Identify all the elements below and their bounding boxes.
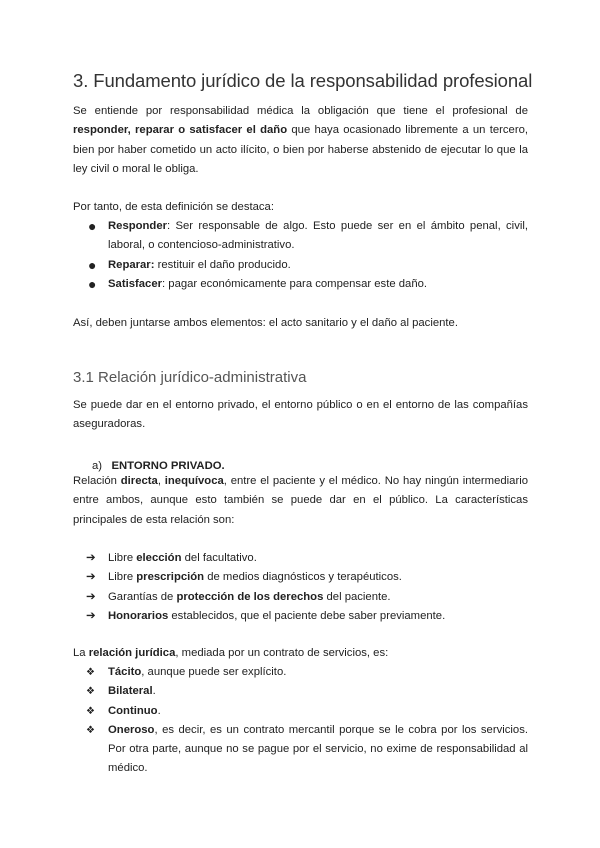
characteristic-bold: elección xyxy=(136,552,182,564)
environment-paragraph: Se puede dar en el entorno privado, el entorno público o en el entorno de las compañías aseguradoras. xyxy=(73,399,528,431)
diamond-icon: ❖ xyxy=(86,686,95,698)
characteristic-item xyxy=(86,588,528,607)
diamond-icon: ❖ xyxy=(86,667,95,678)
definition-lead: Por tanto, de esta definición se destaca: xyxy=(73,201,274,213)
subsection-label: ENTORNO PRIVADO. xyxy=(111,460,225,472)
bullet-icon: ● xyxy=(88,256,97,273)
intro-text-1: Se entiende por responsabilidad médica la obligación que tiene el profesional de xyxy=(73,105,528,117)
arrow-icon: ➔ xyxy=(86,609,96,622)
private-bold-2: inequívoca xyxy=(164,475,224,487)
conclusion-paragraph: Así, deben juntarse ambos elementos: el acto sanitario y el daño al paciente. xyxy=(73,317,458,329)
characteristic-item xyxy=(86,607,528,626)
diamond-icon: ❖ xyxy=(86,705,95,717)
characteristic-item xyxy=(86,568,528,587)
characteristics-list xyxy=(0,549,600,626)
definition-text: : Ser responsable de algo. Esto puede ser en el ámbito penal, civil, laboral, o contencioso-administrativo. xyxy=(108,220,528,252)
bullet-icon: ● xyxy=(88,275,97,292)
characteristic-pre: Libre xyxy=(108,571,137,584)
trait-bold: Tácito xyxy=(108,666,142,678)
arrow-icon: ➔ xyxy=(86,552,96,564)
arrow-icon: ➔ xyxy=(86,590,96,603)
private-bold-1: directa xyxy=(120,475,158,487)
section-heading: 3. Fundamento jurídico de la responsabilidad profesional xyxy=(73,70,533,91)
relation-text-2: , mediada por un contrato de servicios, es: xyxy=(175,647,389,659)
definition-term: Responder xyxy=(108,220,168,232)
contract-trait-item xyxy=(86,702,528,721)
contract-traits-list xyxy=(0,663,600,779)
trait-bold: Bilateral xyxy=(108,685,153,698)
definition-item xyxy=(88,275,528,294)
characteristic-item xyxy=(86,549,528,568)
bullet-icon: ● xyxy=(88,218,97,234)
intro-text-2: que haya ocasionado libremente a un tercero, bien por haber cometido un acto ilícito, o bien por haberse abstenido de ejecutar lo que la ley civil o moral le obliga. xyxy=(73,124,529,175)
trait-bold: Continuo xyxy=(108,704,158,717)
trait-text: , es decir, es un contrato mercantil porque se le cobra por los servicios. Por otra parte, aunque no se pague por el servicio, no exime de responsabilidad al médico. xyxy=(108,723,528,775)
characteristic-post: de medios diagnósticos y terapéuticos. xyxy=(204,571,402,584)
definition-item xyxy=(88,217,528,256)
private-text-2: , xyxy=(157,475,165,487)
relation-paragraph xyxy=(73,644,528,663)
contract-trait-item xyxy=(86,663,528,682)
characteristic-bold: protección de los derechos xyxy=(176,590,324,603)
diamond-icon: ❖ xyxy=(86,724,95,736)
definition-term: Reparar: xyxy=(108,258,155,271)
characteristic-bold: Honorarios xyxy=(108,609,169,622)
trait-text: . xyxy=(152,685,156,698)
definition-text: : pagar económicamente para compensar este daño. xyxy=(162,277,428,290)
relation-text-1: La xyxy=(73,647,89,659)
trait-bold: Oneroso xyxy=(108,723,155,736)
characteristic-pre: Libre xyxy=(108,552,137,564)
characteristic-post: del paciente. xyxy=(323,590,391,603)
definitions-list xyxy=(0,217,600,294)
subsection-heading: 3.1 Relación jurídico-administrativa xyxy=(73,369,307,386)
intro-paragraph xyxy=(73,102,528,179)
contract-trait-item xyxy=(86,682,528,701)
arrow-icon: ➔ xyxy=(86,571,96,584)
trait-text: , aunque puede ser explícito. xyxy=(141,666,287,678)
definition-term: Satisfacer xyxy=(108,277,163,290)
trait-text: . xyxy=(157,704,161,717)
private-paragraph xyxy=(73,472,528,530)
characteristic-post: del facultativo. xyxy=(181,552,257,564)
subsection-marker: a) xyxy=(92,460,103,472)
private-text-1: Relación xyxy=(73,475,121,487)
definition-item xyxy=(88,256,528,275)
intro-bold: responder, reparar o satisfacer el daño xyxy=(73,124,288,137)
characteristic-post: establecidos, que el paciente debe saber previamente. xyxy=(168,609,446,622)
contract-trait-item xyxy=(86,721,528,779)
relation-bold: relación jurídica xyxy=(88,647,176,659)
characteristic-bold: prescripción xyxy=(136,571,205,584)
definition-text: restituir el daño producido. xyxy=(154,258,291,271)
private-text-3: , entre el paciente y el médico. No hay ningún intermediario entre ambos, aunque esto también se puede dar en el público. La características principales de esta relación son: xyxy=(73,475,528,526)
characteristic-pre: Garantías de xyxy=(108,590,177,603)
